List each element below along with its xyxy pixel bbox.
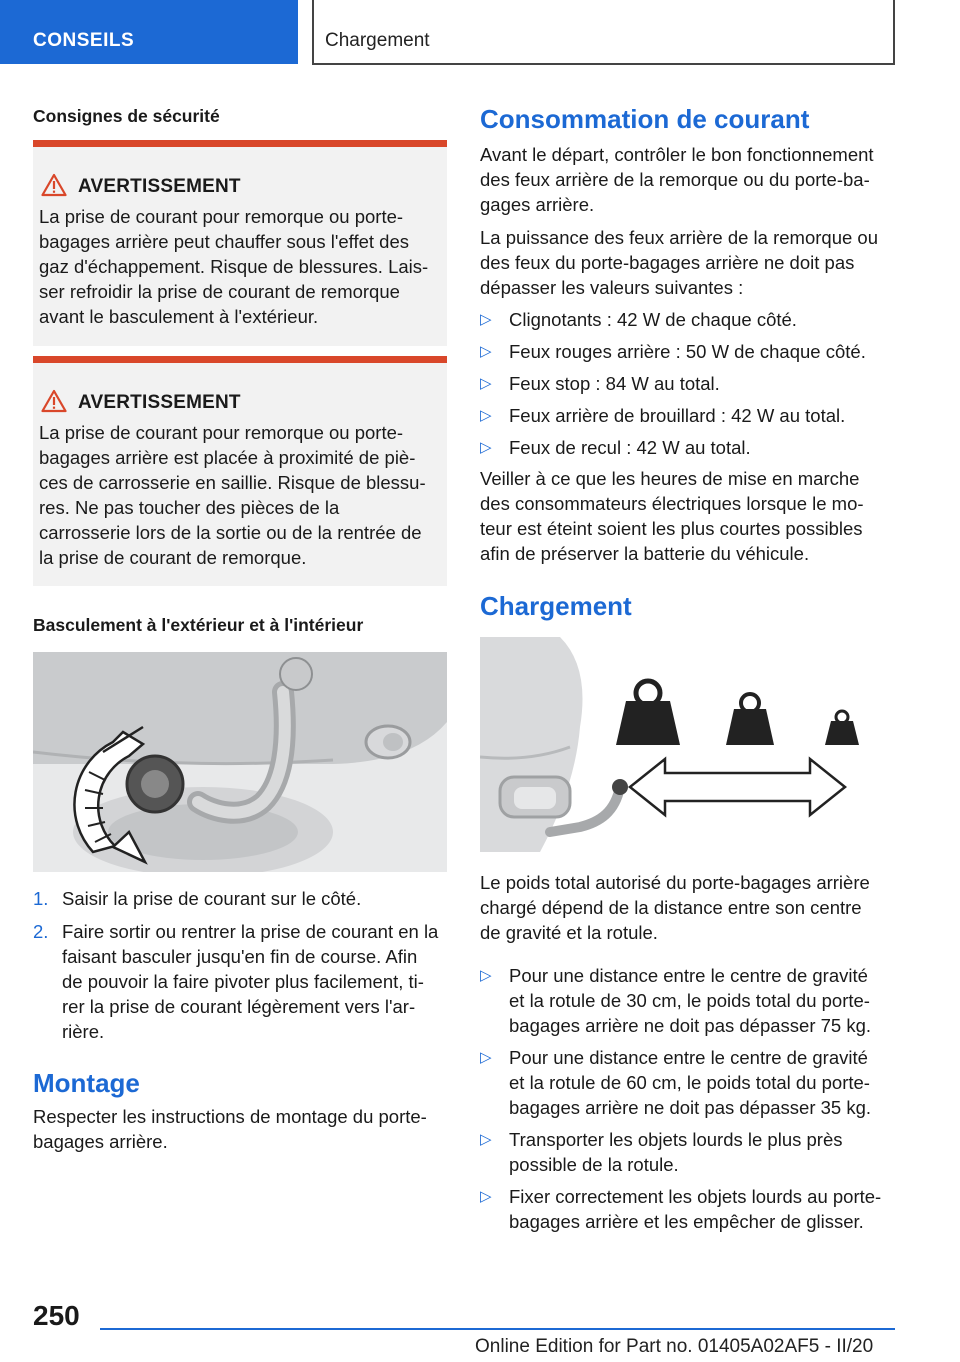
header-underline: [312, 63, 895, 65]
warning-text: La prise de courant pour remorque ou porte- bagages arrière peut chauffer sous l'effet des gaz d'échappement. Risque de blessures. Lais- ser refroidir la prise de courant de remorque avant le basculement à l'extérieur.: [39, 206, 429, 327]
header-divider-left: [312, 0, 314, 64]
warning-triangle-icon: [41, 173, 67, 197]
header-divider-right: [893, 0, 895, 64]
bullet-triangle-icon: ▷: [480, 1188, 492, 1205]
footer-rule: [100, 1328, 895, 1330]
warning-text: La prise de courant pour remorque ou porte- bagages arrière est placée à proximité de piè- ces de carrosserie en saillie. Risque de blessu- res. Ne pas toucher des pièces de la carrosserie lors de la sortie ou de la rentrée de la prise de courant de remorque.: [39, 422, 426, 568]
bullet-triangle-icon: ▷: [480, 439, 492, 456]
consumption-paragraph-1: Avant le départ, contrôler le bon fonctionnement des feux arrière de la remorque ou du porte-ba- gages arrière.: [480, 144, 874, 215]
consumption-paragraph-2: La puissance des feux arrière de la remorque ou des feux du porte-bagages arrière ne doit pas dépasser les valeurs suivantes :: [480, 227, 878, 298]
loading-heading: Chargement: [480, 591, 632, 621]
step-number: 1.: [33, 888, 49, 909]
montage-text: Respecter les instructions de montage du porte- bagages arrière.: [33, 1106, 427, 1152]
tow-hook-illustration: [33, 652, 447, 872]
edition-note: Online Edition for Part no. 01405A02AF5 - II/20: [475, 1336, 874, 1357]
load-distance-illustration: [480, 637, 896, 852]
montage-heading: Montage: [33, 1068, 140, 1098]
warning-triangle-icon: [41, 389, 67, 413]
step-number: 2.: [33, 921, 49, 942]
bullet-triangle-icon: ▷: [480, 375, 492, 392]
bullet-triangle-icon: ▷: [480, 1131, 492, 1148]
bullet-triangle-icon: ▷: [480, 1049, 492, 1066]
warning-box-2: [33, 356, 447, 586]
safety-heading: Consignes de sécurité: [33, 106, 220, 126]
bullet-triangle-icon: ▷: [480, 311, 492, 328]
bullet-triangle-icon: ▷: [480, 343, 492, 360]
warning-title: AVERTISSEMENT: [78, 392, 241, 413]
loading-paragraph: Le poids total autorisé du porte-bagages arrière chargé dépend de la distance entre son centre de gravité et la rotule.: [480, 872, 870, 943]
swing-heading: Basculement à l'extérieur et à l'intérieur: [33, 615, 364, 635]
page-number: 250: [33, 1300, 80, 1331]
warning-title: AVERTISSEMENT: [78, 176, 241, 197]
warning-box-1: [33, 140, 447, 346]
chapter-title: Chargement: [325, 30, 430, 51]
section-tab: CONSEILS: [0, 0, 298, 64]
consumption-paragraph-3: Veiller à ce que les heures de mise en marche des consommateurs électriques lorsque le mo- teur est éteint soient les plus courtes possibles afin de préserver la batterie du véhicule.: [480, 468, 864, 564]
consumption-heading: Consommation de courant: [480, 104, 810, 134]
bullet-triangle-icon: ▷: [480, 407, 492, 424]
bullet-triangle-icon: ▷: [480, 967, 492, 984]
